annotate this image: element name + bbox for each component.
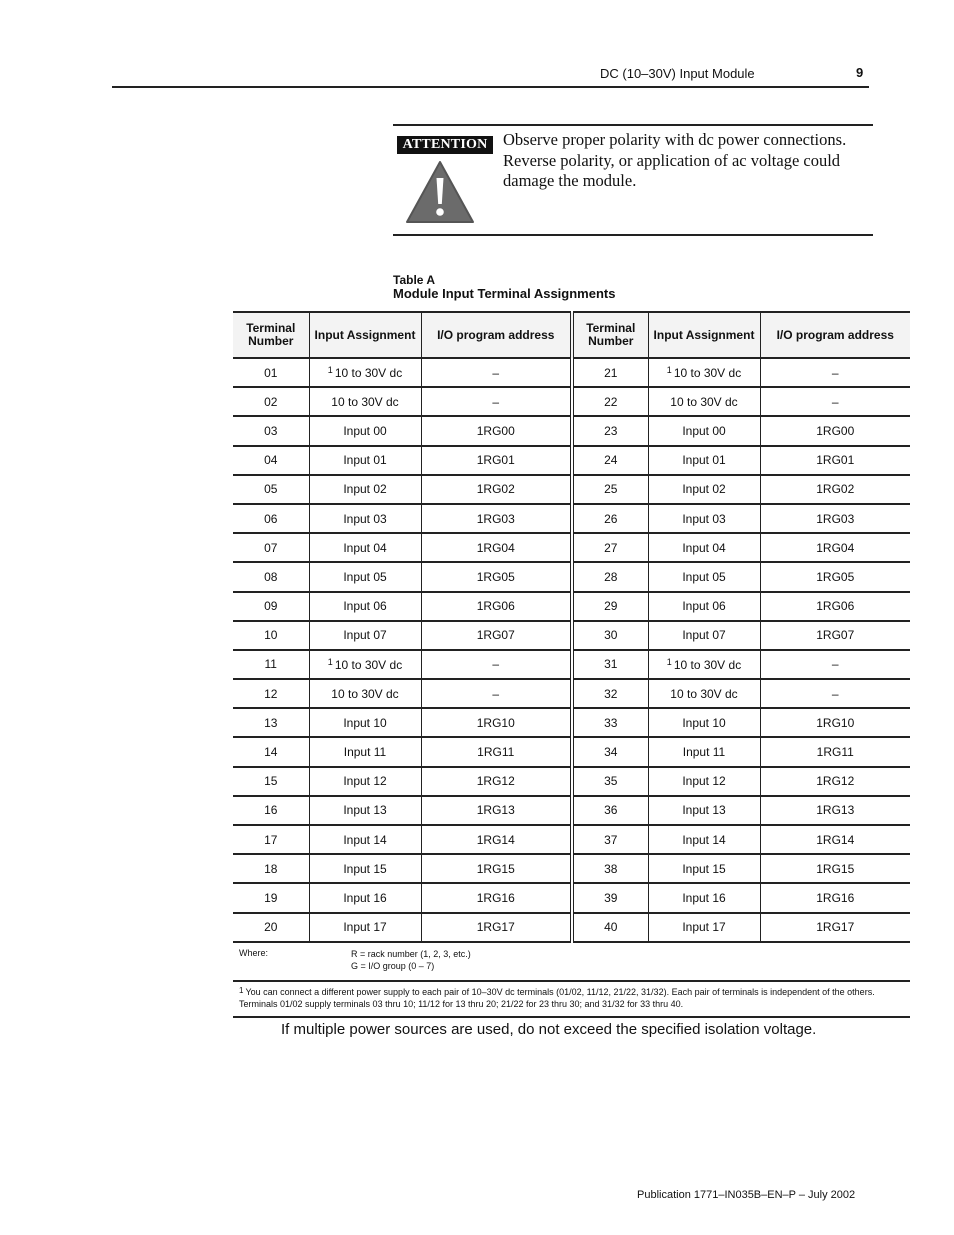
program-address-cell [760,883,910,912]
program-address-cell [421,446,572,475]
terminal-number-cell-text: 05 [264,482,278,497]
program-address-cell-text: – [492,686,500,701]
input-assignment-cell [648,621,760,650]
input-assignment-cell [648,475,760,504]
terminal-number-cell-text: 09 [264,599,278,614]
input-assignment-cell-text: 10 to 30V dc [670,394,738,409]
terminal-number-cell [233,825,309,854]
input-assignment-cell [309,913,421,942]
table-row [233,592,910,621]
program-address-cell-text: 1RG05 [476,569,515,584]
terminal-number-cell-text: 28 [604,569,618,584]
terminal-number-cell-text: 07 [264,540,278,555]
input-assignment-cell [309,679,421,708]
input-assignment-cell [309,533,421,562]
terminal-number-cell-text: 39 [604,890,618,905]
program-address-cell [421,708,572,737]
program-address-cell [421,533,572,562]
program-address-cell [421,621,572,650]
input-assignment-cell-text: Input 15 [343,861,387,876]
input-assignment-cell [648,592,760,621]
input-assignment-cell [648,913,760,942]
program-address-cell-text: 1RG04 [476,540,515,555]
terminal-number-cell [572,767,648,796]
program-address-cell [421,592,572,621]
input-assignment-cell-text: Input 03 [343,511,387,526]
program-address-cell-text: 1RG06 [816,599,855,614]
input-assignment-cell-text: Input 02 [343,482,387,497]
terminal-number-cell-text: 17 [264,832,278,847]
program-address-cell [421,562,572,591]
program-address-cell-text: 1RG14 [476,832,515,847]
terminal-number-cell [233,358,309,387]
terminal-number-cell [572,504,648,533]
program-address-cell [421,767,572,796]
input-assignment-cell-text: 10 to 30V dc [331,394,399,409]
footnote-line-2: Terminals 01/02 supply terminals 03 thru 10; 11/12 for 13 thru 20; 21/22 for 23 thru 30; and 31/32 for 33 thru 40. [239,998,684,1009]
header-input-assignment-right: Input Assignment [648,312,760,358]
warning-triangle-icon [405,160,475,224]
program-address-cell [760,416,910,445]
input-assignment-cell-text: Input 01 [343,453,387,468]
input-assignment-cell-text: Input 16 [343,890,387,905]
input-assignment-cell-text: Input 17 [682,920,726,935]
program-address-cell-text: 1RG02 [816,482,855,497]
program-address-cell-text: 1RG11 [816,745,854,760]
terminal-number-cell [572,475,648,504]
terminal-number-cell-text: 40 [604,920,618,935]
program-address-cell-text: 1RG05 [816,569,855,584]
program-address-cell [760,592,910,621]
input-assignment-cell-text: Input 06 [343,599,387,614]
terminal-number-cell [233,533,309,562]
table-row [233,913,910,942]
table-row [233,883,910,912]
input-assignment-cell-text: Input 15 [682,861,726,876]
terminal-number-cell-text: 37 [604,832,618,847]
table-row [233,358,910,387]
program-address-cell-text: 1RG15 [816,861,855,876]
program-address-cell-text: – [831,394,839,409]
header-rule [112,86,869,88]
terminal-number-cell-text: 22 [604,394,618,409]
program-address-cell-text: 1RG15 [476,861,515,876]
input-assignment-cell-text: Input 05 [682,569,726,584]
program-address-cell [760,475,910,504]
terminal-number-cell-text: 15 [264,774,278,789]
table-row [233,416,910,445]
terminal-number-cell [233,737,309,766]
input-assignment-cell [648,650,760,679]
header-terminal-number-right: Terminal Number [572,312,648,358]
program-address-cell-text: 1RG16 [476,890,515,905]
header-terminal-number: Terminal Number [233,312,309,358]
where-line-rack: R = rack number (1, 2, 3, etc.) [351,949,471,959]
input-assignment-cell-text: 10 to 30V dc [334,366,403,381]
program-address-cell [421,387,572,416]
terminal-number-cell-text: 29 [604,599,618,614]
terminal-number-cell-text: 25 [604,482,618,497]
table-row [233,621,910,650]
input-assignment-cell [648,504,760,533]
input-assignment-cell [309,446,421,475]
terminal-number-cell [233,650,309,679]
terminal-number-cell [233,446,309,475]
program-address-cell [760,358,910,387]
program-address-cell-text: – [831,686,839,701]
program-address-cell-text: 1RG12 [476,774,515,789]
terminal-number-cell-text: 18 [264,861,278,876]
terminal-number-cell [233,679,309,708]
table-row [233,679,910,708]
input-assignment-cell-text: 10 to 30V dc [673,366,742,381]
program-address-cell [421,913,572,942]
running-header-title: DC (10–30V) Input Module [600,66,755,81]
input-assignment-cell [309,504,421,533]
attention-top-rule [393,124,873,126]
input-assignment-cell [309,825,421,854]
terminal-number-cell [572,679,648,708]
terminal-number-cell [572,796,648,825]
terminal-number-cell-text: 31 [604,657,618,672]
terminal-number-cell [572,446,648,475]
program-address-cell [421,358,572,387]
footnote-reference: 1 [666,656,672,667]
terminal-number-cell [233,475,309,504]
footnote-reference: 1 [327,365,333,376]
page-number: 9 [856,65,864,80]
isolation-voltage-note: If multiple power sources are used, do not exceed the specified isolation voltage. [281,1021,817,1038]
input-assignment-cell-text: Input 02 [682,482,726,497]
input-assignment-cell [309,592,421,621]
program-address-cell [421,475,572,504]
program-address-cell-text: 1RG07 [816,628,855,643]
input-assignment-cell-text: Input 11 [343,745,387,760]
input-assignment-cell-text: Input 00 [682,423,726,438]
terminal-number-cell [233,708,309,737]
terminal-number-cell-text: 01 [264,365,278,380]
program-address-cell [760,446,910,475]
input-assignment-cell [648,854,760,883]
program-address-cell-text: 1RG11 [477,745,515,760]
input-assignment-cell [648,416,760,445]
terminal-number-cell [572,387,648,416]
program-address-cell [421,883,572,912]
input-assignment-cell [648,387,760,416]
table-row [233,825,910,854]
table-row [233,708,910,737]
terminal-number-cell [233,562,309,591]
program-address-cell-text: 1RG16 [816,890,855,905]
terminal-number-cell [572,913,648,942]
program-address-cell-text: – [492,657,500,672]
input-assignment-cell [309,796,421,825]
program-address-cell-text: 1RG00 [816,423,855,438]
table-row [233,562,910,591]
table-row [233,854,910,883]
program-address-cell-text: 1RG01 [476,453,515,468]
program-address-cell [760,650,910,679]
terminal-number-cell [572,708,648,737]
table-row [233,387,910,416]
input-assignment-cell [648,679,760,708]
footnote-rule [233,980,910,982]
input-assignment-cell-text: Input 10 [343,715,387,730]
table-header-row [233,312,910,358]
terminal-number-cell-text: 35 [604,774,618,789]
terminal-number-cell [233,854,309,883]
input-assignment-cell [648,737,760,766]
publication-footer: Publication 1771–IN035B–EN–P – July 2002 [637,1189,856,1201]
terminal-number-cell-text: 34 [604,745,618,760]
input-assignment-cell-text: Input 01 [682,453,726,468]
terminal-number-cell [572,358,648,387]
program-address-cell-text: 1RG04 [816,540,855,555]
terminal-assignments-table [233,311,910,943]
terminal-number-cell-text: 13 [264,715,278,730]
program-address-cell [760,825,910,854]
input-assignment-cell-text: Input 14 [682,832,726,847]
input-assignment-cell [309,358,421,387]
terminal-number-cell [572,533,648,562]
input-assignment-cell [309,883,421,912]
input-assignment-cell-text: Input 07 [682,628,726,643]
input-assignment-cell-text: Input 13 [682,803,726,818]
program-address-cell-text: 1RG10 [476,715,515,730]
attention-bottom-rule [393,234,873,236]
program-address-cell [760,854,910,883]
terminal-number-cell-text: 33 [604,715,618,730]
program-address-cell-text: 1RG03 [816,511,855,526]
input-assignment-cell [309,854,421,883]
terminal-number-cell-text: 24 [604,453,618,468]
input-assignment-cell [648,708,760,737]
table-row [233,737,910,766]
terminal-number-cell [233,504,309,533]
input-assignment-cell-text: Input 06 [682,599,726,614]
input-assignment-cell-text: Input 12 [343,774,387,789]
input-assignment-cell [648,446,760,475]
program-address-cell [421,416,572,445]
input-assignment-cell [309,416,421,445]
program-address-cell-text: 1RG00 [476,423,515,438]
terminal-number-cell-text: 10 [264,628,278,643]
terminal-number-cell [233,883,309,912]
footnote-line-1: You can connect a different power supply to each pair of 10–30V dc terminals (01/02, 11/12, 21/22, 31/32). Each pair of terminals is independent of the others. [245,987,875,997]
input-assignment-cell-text: Input 11 [682,745,726,760]
input-assignment-cell-text: Input 03 [682,511,726,526]
program-address-cell [421,679,572,708]
program-address-cell [421,737,572,766]
program-address-cell [760,533,910,562]
terminal-number-cell-text: 02 [264,394,278,409]
input-assignment-cell-text: 10 to 30V dc [334,657,403,672]
program-address-cell-text: 1RG03 [476,511,515,526]
program-address-cell-text: 1RG13 [816,803,855,818]
input-assignment-cell-text: Input 14 [343,832,387,847]
terminal-number-cell [572,825,648,854]
attention-message: Observe proper polarity with dc power connections. Reverse polarity, or application of ac voltage could damage the module. [503,130,847,190]
terminal-number-cell-text: 19 [264,890,278,905]
program-address-cell-text: 1RG12 [816,774,855,789]
input-assignment-cell-text: 10 to 30V dc [670,686,738,701]
where-line-group: G = I/O group (0 – 7) [351,961,435,971]
program-address-cell-text: 1RG02 [476,482,515,497]
input-assignment-cell [648,767,760,796]
program-address-cell [760,708,910,737]
terminal-number-cell-text: 11 [264,657,277,672]
terminal-number-cell [572,562,648,591]
terminal-number-cell-text: 16 [264,803,278,818]
terminal-number-cell-text: 21 [604,365,618,380]
input-assignment-cell-text: Input 12 [682,774,726,789]
input-assignment-cell-text: 10 to 30V dc [673,657,742,672]
program-address-cell [421,854,572,883]
program-address-cell [421,796,572,825]
table-label: Table A [393,273,436,287]
terminal-number-cell [233,592,309,621]
table-title: Module Input Terminal Assignments [393,286,616,301]
table-row [233,504,910,533]
program-address-cell [760,621,910,650]
footnote-reference: 1 [666,365,672,376]
terminal-number-cell-text: 06 [264,511,278,526]
program-address-cell-text: 1RG13 [476,803,515,818]
input-assignment-cell-text: Input 17 [343,920,387,935]
terminal-number-cell-text: 32 [604,686,618,701]
program-address-cell-text: 1RG17 [476,920,515,935]
input-assignment-cell-text: Input 05 [343,569,387,584]
program-address-cell [760,387,910,416]
input-assignment-cell [309,737,421,766]
terminal-number-cell-text: 27 [604,540,618,555]
table-bottom-rule [233,1016,910,1018]
program-address-cell-text: 1RG07 [476,628,515,643]
input-assignment-cell [309,387,421,416]
footnote [239,985,904,1010]
header-io-program-address-right: I/O program address [760,312,910,358]
program-address-cell-text: – [831,657,839,672]
where-label: Where: [239,948,269,958]
program-address-cell-text: 1RG14 [816,832,855,847]
program-address-cell-text: 1RG17 [816,920,855,935]
terminal-number-cell [572,416,648,445]
terminal-number-cell [233,621,309,650]
table-row [233,767,910,796]
terminal-number-cell [233,387,309,416]
footnote-marker: 1 [239,986,244,995]
input-assignment-cell-text: Input 04 [343,540,387,555]
terminal-number-cell [572,650,648,679]
footnote-reference: 1 [327,656,333,667]
input-assignment-cell [309,475,421,504]
where-definitions [351,948,471,972]
program-address-cell [421,825,572,854]
input-assignment-cell-text: 10 to 30V dc [331,686,399,701]
terminal-number-cell-text: 23 [604,423,618,438]
program-address-cell [760,767,910,796]
terminal-number-cell-text: 08 [264,569,278,584]
input-assignment-cell [648,533,760,562]
program-address-cell [760,737,910,766]
table-row [233,475,910,504]
program-address-cell [760,562,910,591]
table-row [233,650,910,679]
input-assignment-cell-text: Input 07 [343,628,387,643]
input-assignment-cell-text: Input 13 [343,803,387,818]
table-row [233,796,910,825]
input-assignment-cell [309,621,421,650]
input-assignment-cell [648,883,760,912]
input-assignment-cell-text: Input 00 [343,423,387,438]
terminal-number-cell [572,592,648,621]
program-address-cell-text: – [492,394,500,409]
input-assignment-cell [648,796,760,825]
terminal-number-cell-text: 03 [264,423,278,438]
terminal-number-cell [572,854,648,883]
program-address-cell [760,913,910,942]
input-assignment-cell [309,708,421,737]
input-assignment-cell [309,562,421,591]
input-assignment-cell [648,358,760,387]
table-row [233,533,910,562]
terminal-number-cell-text: 38 [604,861,618,876]
input-assignment-cell [309,650,421,679]
input-assignment-cell-text: Input 10 [682,715,726,730]
terminal-number-cell [233,767,309,796]
terminal-number-cell-text: 26 [604,511,618,526]
terminal-number-cell-text: 30 [604,628,618,643]
input-assignment-cell-text: Input 04 [682,540,726,555]
terminal-number-cell-text: 14 [264,745,278,760]
program-address-cell-text: 1RG01 [816,453,855,468]
terminal-number-cell [572,737,648,766]
terminal-number-cell [572,883,648,912]
terminal-number-cell [233,796,309,825]
program-address-cell-text: 1RG06 [476,599,515,614]
table-row [233,446,910,475]
program-address-cell-text: – [492,365,500,380]
header-io-program-address: I/O program address [421,312,572,358]
input-assignment-cell [648,562,760,591]
header-input-assignment: Input Assignment [309,312,421,358]
terminal-number-cell-text: 20 [264,920,278,935]
input-assignment-cell [309,767,421,796]
terminal-number-cell-text: 12 [264,686,278,701]
terminal-number-cell [572,621,648,650]
program-address-cell-text: 1RG10 [816,715,855,730]
terminal-number-cell-text: 36 [604,803,618,818]
program-address-cell-text: – [831,365,839,380]
program-address-cell [421,504,572,533]
input-assignment-cell-text: Input 16 [682,890,726,905]
terminal-number-cell [233,913,309,942]
program-address-cell [760,796,910,825]
program-address-cell [421,650,572,679]
program-address-cell [760,504,910,533]
attention-label: ATTENTION [397,136,493,154]
program-address-cell [760,679,910,708]
input-assignment-cell [648,825,760,854]
terminal-number-cell-text: 04 [264,453,278,468]
terminal-number-cell [233,416,309,445]
